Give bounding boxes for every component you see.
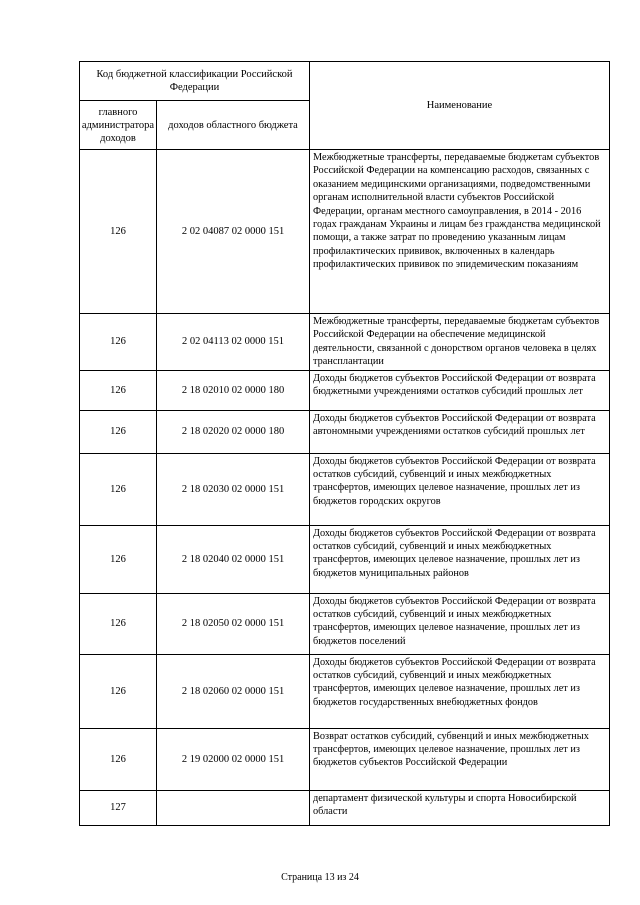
table-row [80, 790, 610, 825]
name-cell: Возврат остатков субсидий, субвенций и иных межбюджетных трансфертов, имеющих целевое назначение, прошлых лет из бюджетов субъектов Российской Федерации [310, 728, 610, 790]
page-number: Страница 13 из 24 [281, 872, 359, 883]
header-group-title: Код бюджетной классификации Российской Федерации [80, 62, 310, 101]
admin-code-cell: 126 [80, 728, 157, 790]
name-cell: Доходы бюджетов субъектов Российской Федерации от возврата остатков субсидий, субвенций и иных межбюджетных трансфертов, имеющих целевое назначение, прошлых лет из бюджетов поселений [310, 593, 610, 654]
revenue-code-cell: 2 18 02020 02 0000 180 [157, 410, 310, 453]
admin-code-cell: 127 [80, 790, 157, 825]
revenue-code-cell: 2 18 02060 02 0000 151 [157, 654, 310, 728]
revenue-code-cell: 2 02 04113 02 0000 151 [157, 314, 310, 371]
table-row [80, 453, 610, 525]
name-cell: Доходы бюджетов субъектов Российской Федерации от возврата остатков субсидий, субвенций и иных межбюджетных трансфертов, имеющих целевое назначение, прошлых лет из бюджетов муниципальных районов [310, 525, 610, 593]
admin-code-cell: 126 [80, 525, 157, 593]
name-cell: Доходы бюджетов субъектов Российской Федерации от возврата автономными учреждениями остатков субсидий прошлых лет [310, 410, 610, 453]
table-row [80, 593, 610, 654]
header-code: доходов областного бюджета [157, 101, 310, 150]
table-row [80, 410, 610, 453]
name-cell: Доходы бюджетов субъектов Российской Федерации от возврата остатков субсидий, субвенций и иных межбюджетных трансфертов, имеющих целевое назначение, прошлых лет из бюджетов государственных внебюджетных фондов [310, 654, 610, 728]
header-admin: главного администратора доходов [80, 101, 157, 150]
table-row [80, 150, 610, 314]
table-row [80, 525, 610, 593]
admin-code-cell: 126 [80, 593, 157, 654]
name-cell: Межбюджетные трансферты, передаваемые бюджетам субъектов Российской Федерации на компенсацию расходов, связанных с оказанием медицинскими организациями, подведомственными органам исполнительной власти субъектов Российской Федерации, органам местного самоуправления, в 2014 - 2016 годах гражданам Украины и лицам без гражданства медицинской помощи, а также затрат по проведению указанным лицам профилактических прививок, включенных в календарь профилактических прививок по эпидемическим показаниям [310, 150, 610, 314]
name-cell: Доходы бюджетов субъектов Российской Федерации от возврата бюджетными учреждениями остатков субсидий прошлых лет [310, 370, 610, 410]
name-cell: Межбюджетные трансферты, передаваемые бюджетам субъектов Российской Федерации на обеспечение медицинской деятельности, связанной с донорством органов человека в целях трансплантации [310, 314, 610, 371]
table-row [80, 654, 610, 728]
revenue-code-cell: 2 18 02010 02 0000 180 [157, 370, 310, 410]
budget-classification-table [79, 61, 610, 826]
header-name: Наименование [310, 62, 610, 150]
name-cell: Доходы бюджетов субъектов Российской Федерации от возврата остатков субсидий, субвенций и иных межбюджетных трансфертов, имеющих целевое назначение, прошлых лет из бюджетов городских округов [310, 453, 610, 525]
table-row [80, 314, 610, 371]
table-row [80, 728, 610, 790]
admin-code-cell: 126 [80, 654, 157, 728]
revenue-code-cell: 2 18 02050 02 0000 151 [157, 593, 310, 654]
revenue-code-cell: 2 19 02000 02 0000 151 [157, 728, 310, 790]
revenue-code-cell: 2 02 04087 02 0000 151 [157, 150, 310, 314]
admin-code-cell: 126 [80, 150, 157, 314]
name-cell: департамент физической культуры и спорта Новосибирской области [310, 790, 610, 825]
admin-code-cell: 126 [80, 314, 157, 371]
admin-code-cell: 126 [80, 370, 157, 410]
header-row-1 [80, 62, 610, 101]
admin-code-cell: 126 [80, 410, 157, 453]
revenue-code-cell: 2 18 02030 02 0000 151 [157, 453, 310, 525]
revenue-code-cell [157, 790, 310, 825]
revenue-code-cell: 2 18 02040 02 0000 151 [157, 525, 310, 593]
admin-code-cell: 126 [80, 453, 157, 525]
table-row [80, 370, 610, 410]
